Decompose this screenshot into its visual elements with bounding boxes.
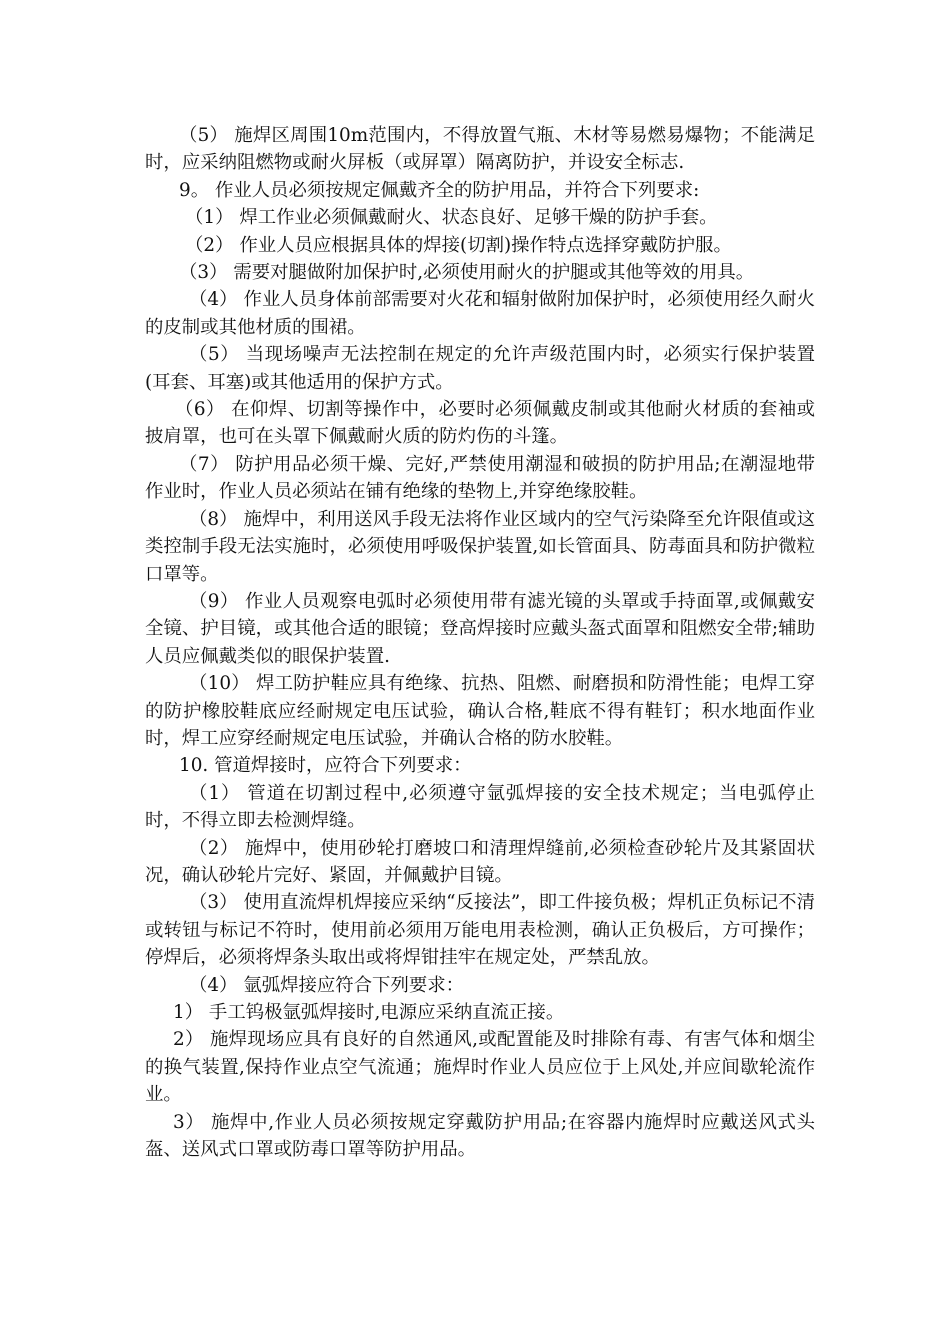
- item-1-tungsten-argon: 1） 手工钨极氩弧焊接时,电源应采纳直流正接。: [173, 1002, 565, 1023]
- section-10-heading: 10. 管道焊接时，应符合下列要求：: [179, 755, 472, 777]
- paragraph-9-9-eye-protection: （9） 作业人员观察电弧时必须使用带有滤光镜的头罩或手持面罩,或佩戴安全镜、护目镜，或其他合适的眼镜；登高焊接时应戴头盔式面罩和阻燃安全带;辅助人员应佩戴类似的眼保护装置.: [145, 590, 815, 667]
- item-3-protective-gear: 3） 施焊中,作业人员必须按规定穿戴防护用品;在容器内施焊时应戴送风式头盔、送风式口罩或防毒口罩等防护用品。: [145, 1111, 815, 1161]
- item-2-ventilation: 2） 施焊现场应具有良好的自然通风,或配置能及时排除有毒、有害气体和烟尘的换气装置,保持作业点空气流通；施焊时作业人员应位于上风处,并应间歇轮流作业。: [145, 1029, 815, 1106]
- paragraph-9-8-respiratory: （8） 施焊中，利用送风手段无法将作业区域内的空气污染降至允许限值或这类控制手段无法实施时，必须使用呼吸保护装置,如长管面具、防毒面具和防护微粒口罩等。: [145, 508, 815, 585]
- paragraph-9-3-leg-protection: （3） 需要对腿做附加保护时,必须使用耐火的护腿或其他等效的用具。: [179, 262, 755, 284]
- paragraph-10-2-grinding: （2） 施焊中，使用砂轮打磨坡口和清理焊缝前,必须检查砂轮片及其紧固状况，确认砂轮片完好、紧固，并佩戴护目镜。: [145, 837, 815, 886]
- paragraph-10-3-dc-welding: （3） 使用直流焊机焊接应采纳“反接法”，即工件接负极；焊机正负标记不清或转钮与标记不符时，使用前必须用万能电用表检测，确认正负极后，方可操作；停焊后，必须将焊条头取出或将焊钳挂牢在规定处，严禁乱放。: [145, 892, 815, 969]
- paragraph-9-6-sleeves: （6） 在仰焊、切割等操作中，必要时必须佩戴皮制或其他耐火材质的套袖或披肩罩，也可在头罩下佩戴耐火质的防灼伤的斗篷。: [145, 399, 815, 448]
- section-9-heading: 9。 作业人员必须按规定佩戴齐全的防护用品，并符合下列要求:: [179, 179, 700, 201]
- paragraph-10-1-cutting: （1） 管道在切割过程中,必须遵守氩弧焊接的安全技术规定；当电弧停止时，不得立即去检测焊缝。: [145, 782, 815, 832]
- paragraph-5-fire-isolation: （5） 施焊区周围10m范围内，不得放置气瓶、木材等易燃易爆物；不能满足时，应采纳阻燃物或耐火屏板（或屏罩）隔离防护，并设安全标志.: [145, 125, 815, 174]
- paragraph-9-2-clothing: （2） 作业人员应根据具体的焊接(切割)操作特点选择穿戴防护服。: [185, 234, 732, 256]
- paragraph-9-4-apron: （4） 作业人员身体前部需要对火花和辐射做附加保护时，必须使用经久耐火的皮制或其他材质的围裙。: [145, 289, 815, 338]
- paragraph-9-1-gloves: （1） 焊工作业必须佩戴耐火、状态良好、足够干燥的防护手套。: [185, 207, 718, 229]
- paragraph-9-7-dry-equipment: （7） 防护用品必须干燥、完好,严禁使用潮湿和破损的防护用品;在潮湿地带作业时，作业人员必须站在铺有绝缘的垫物上,并穿绝缘胶鞋。: [145, 453, 815, 503]
- paragraph-9-10-shoes: （10） 焊工防护鞋应具有绝缘、抗热、阻燃、耐磨损和防滑性能；电焊工穿的防护橡胶鞋底应经耐规定电压试验，确认合格,鞋底不得有鞋钉；积水地面作业时，焊工应穿经耐规定电压试验，并确认合格的防水胶鞋。: [145, 673, 815, 749]
- paragraph-10-4-argon-heading: （4） 氩弧焊接应符合下列要求：: [189, 974, 465, 996]
- paragraph-9-5-noise: （5） 当现场噪声无法控制在规定的允许声级范围内时，必须实行保护装置(耳套、耳塞)或其他适用的保护方式。: [145, 344, 815, 393]
- document-body: [145, 122, 815, 1163]
